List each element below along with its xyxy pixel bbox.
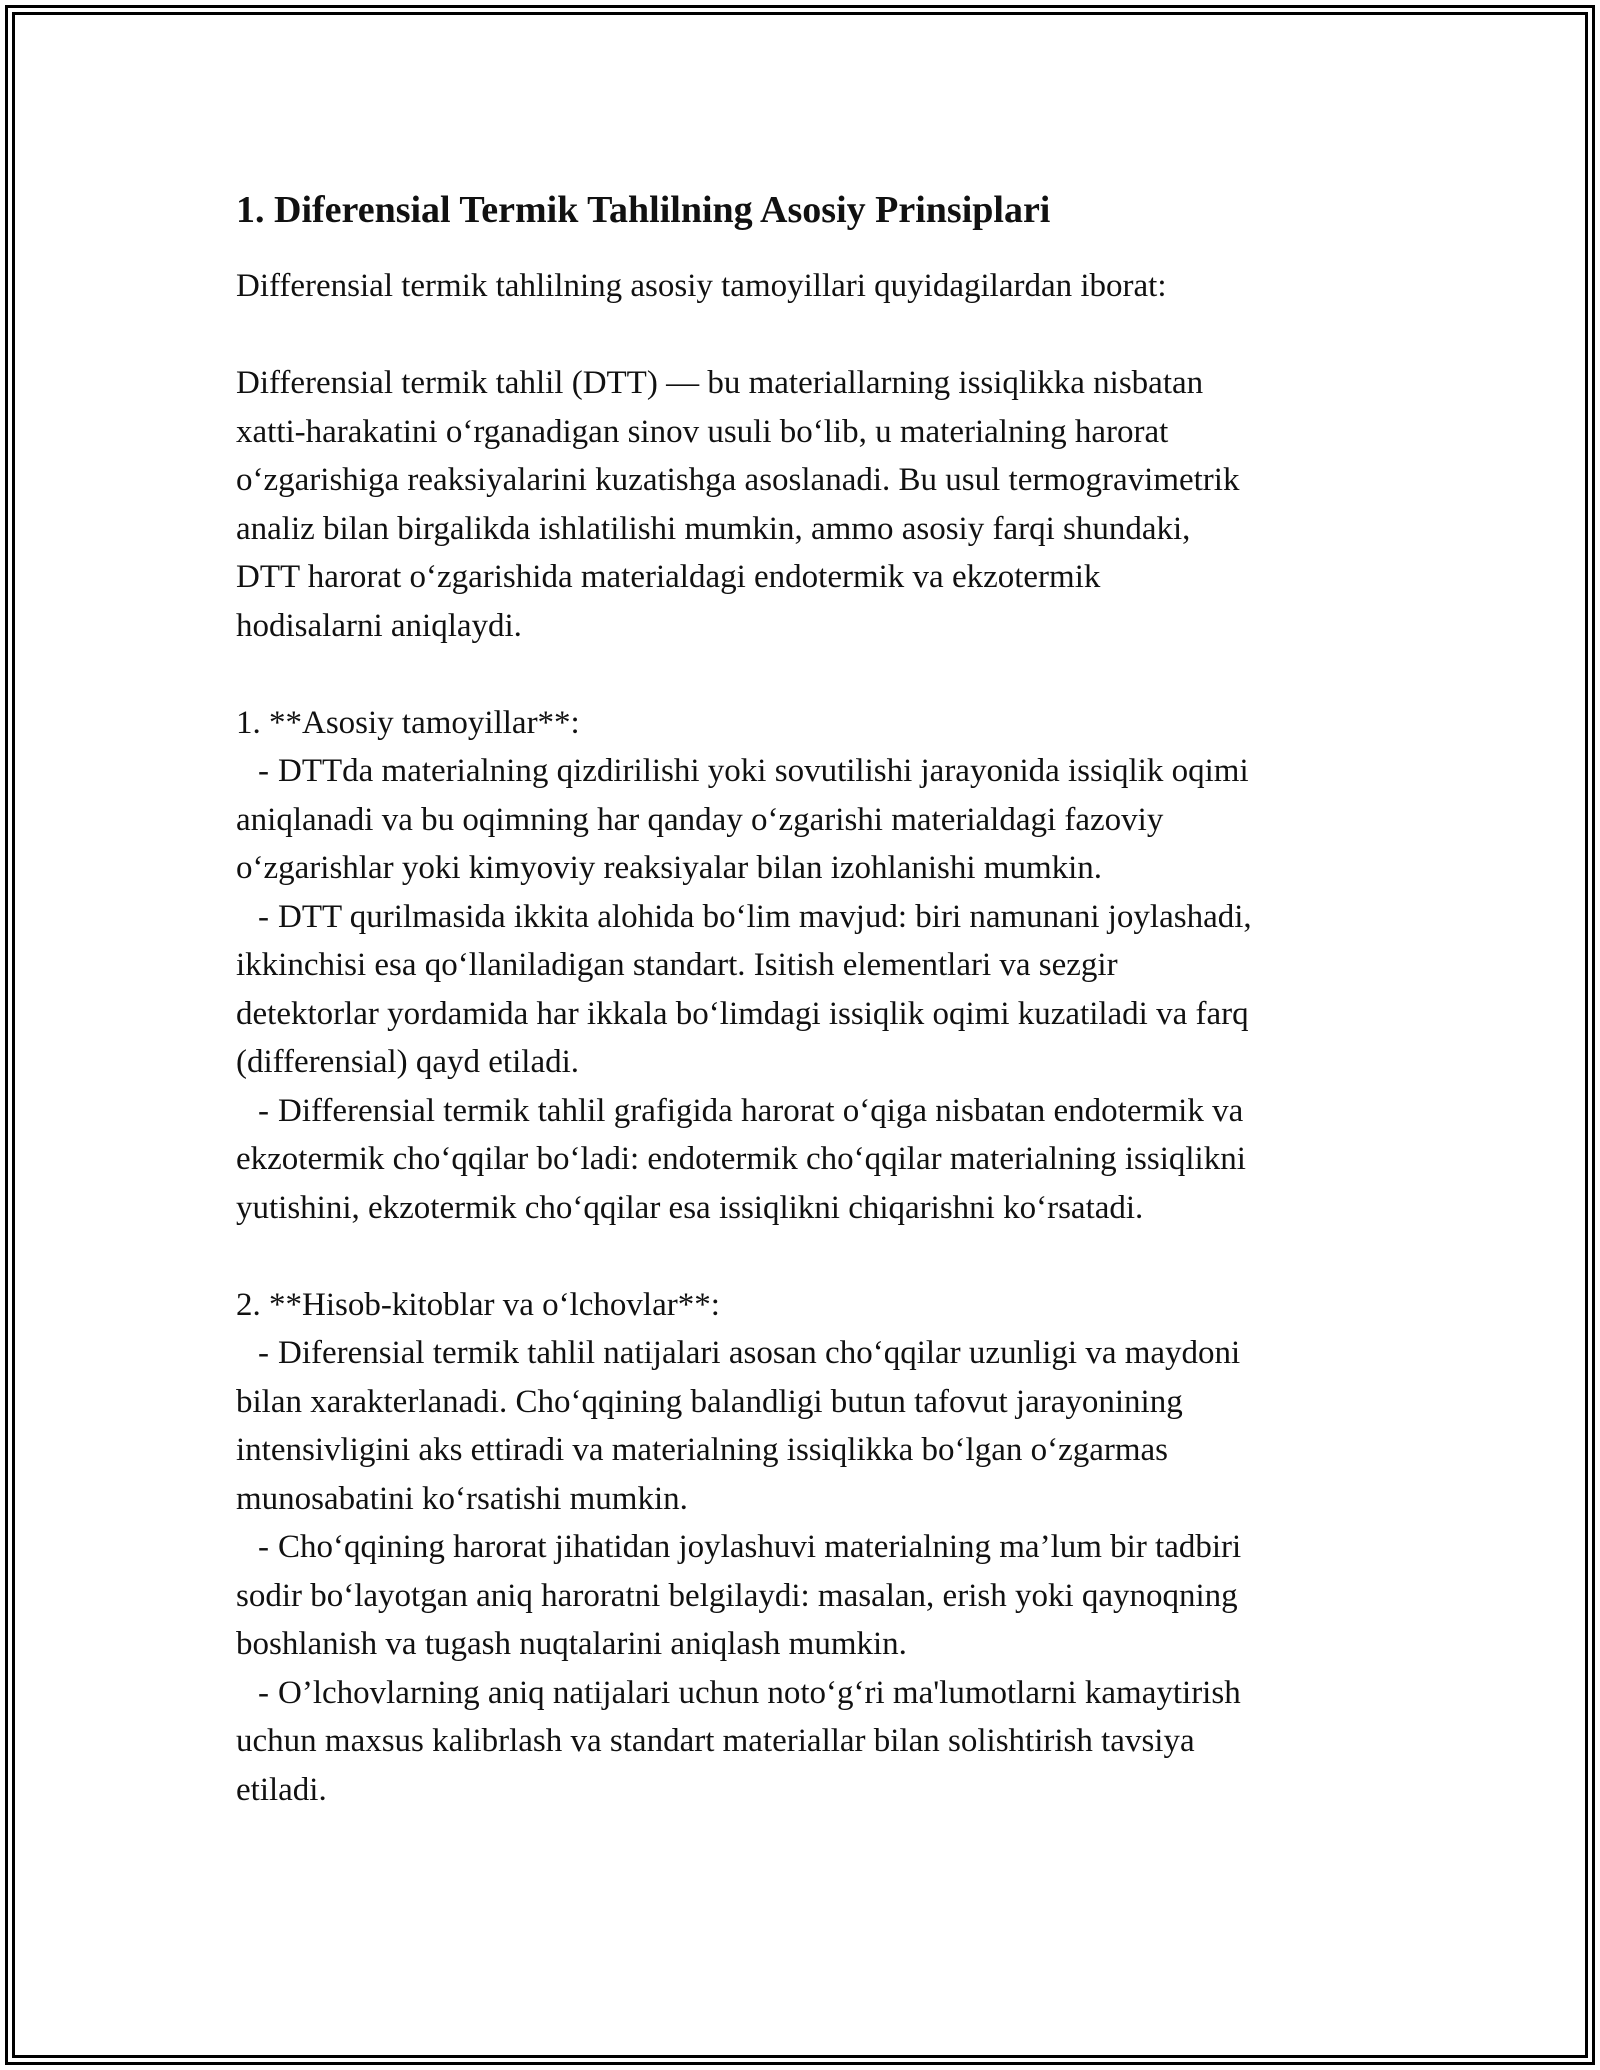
bullet-item [236,747,1386,893]
section-principles [236,699,1386,1233]
bullet-text: Differensial termik tahlil grafigida harorat o‘qiga nisbatan endotermik va ekzotermik cho‘qqilar bo‘ladi: endotermik cho‘qqilar materialning issiqlikni yutishini, ekzotermik cho‘qqilar esa issiqlikni chiqarishni ko‘rsatadi. [236,1092,1246,1226]
document-title: 1. Diferensial Termik Tahlilning Asosiy Prinsiplari [236,189,1051,231]
bullet-marker: - [258,1335,269,1371]
bullet-text: Cho‘qqining harorat jihatidan joylashuvi materialning ma’lum bir tadbiri sodir bo‘layotgan aniq haroratni belgilaydi: masalan, erish yoki qaynoqning boshlanish va tugash nuqtalarini aniqlash mumkin. [236,1529,1242,1662]
bullet-item [236,1329,1386,1523]
bullet-text: Diferensial termik tahlil natijalari asosan cho‘qqilar uzunligi va maydoni bilan xarakterlanadi. Cho‘qqining balandligi butun tafovut jarayonining intensivligini aks ettiradi va materialning issiqlikka bo‘lgan o‘zgarmas munosabatini ko‘rsatishi mumkin. [236,1335,1241,1517]
section-measurements [236,1281,1386,1815]
bullet-item [236,893,1386,1087]
bullet-item [236,1669,1386,1815]
bullet-marker: - [258,1674,269,1711]
definition-paragraph: Differensial termik tahlil (DTT) — bu materiallarning issiqlikka nisbatan xatti-harakatini o‘rganadigan sinov usuli bo‘lib, u materialning harorat o‘zgarishiga reaksiyalarini kuzatishga asoslanadi. Bu usul termogravimetrik analiz bilan birgalikda ishlatilishi mumkin, ammo asosiy farqi shundaki, DTT harorat o‘zgarishida materialdagi endotermik va ekzotermik hodisalarni aniqlaydi. [236,365,1240,644]
bullet-item [236,1087,1386,1233]
bullet-text: DTTda materialning qizdirilishi yoki sovutilishi jarayonida issiqlik oqimi aniqlanadi va bu oqimning har qanday o‘zgarishi materialdagi fazoviy o‘zgarishlar yoki kimyoviy reaksiyalar bilan izohlanishi mumkin. [236,753,1249,886]
bullet-marker: - [258,898,269,935]
bullet-marker: - [258,753,269,789]
bullet-marker: - [258,1529,269,1565]
bullet-text: DTT qurilmasida ikkita alohida bo‘lim mavjud: biri namunani joylashadi, ikkinchisi esa qo‘llaniladigan standart. Isitish elementlari va sezgir detektorlar yordamida har ikkala bo‘limdagi issiqlik oqimi kuzatiladi va farq (differensial) qayd etiladi. [236,898,1252,1080]
document-content [236,186,1386,1814]
section-heading: 2. **Hisob-kitoblar va o‘lchovlar**: [236,1286,720,1323]
bullet-text: O’lchovlarning aniq natijalari uchun noto‘g‘ri ma'lumotlarni kamaytirish uchun maxsus kalibrlash va standart materiallar bilan solishtirish tavsiya etiladi. [236,1674,1241,1808]
intro-text: Differensial termik tahlilning asosiy tamoyillari quyidagilardan iborat: [236,268,1167,304]
bullet-item [236,1523,1386,1669]
bullet-marker: - [258,1092,269,1129]
section-heading: 1. **Asosiy tamoyillar**: [236,704,580,741]
